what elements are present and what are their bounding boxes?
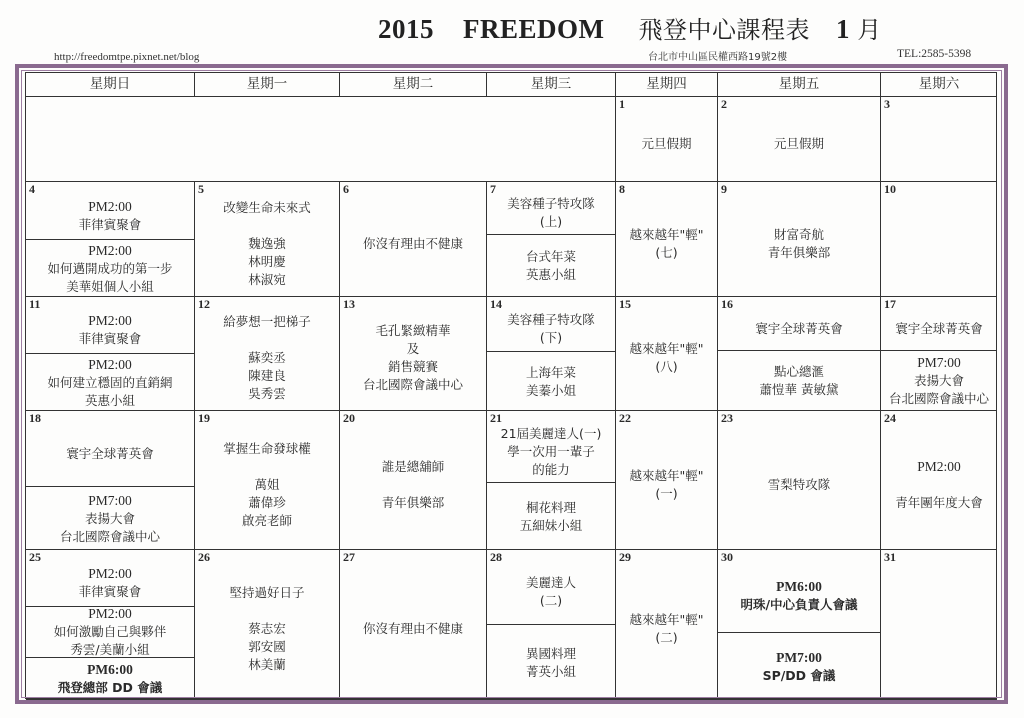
event-text: 你沒有理由不健康 <box>362 235 463 251</box>
weekday-header: 星期六 <box>881 73 997 97</box>
event-text: 台北國際會議中心 <box>362 377 463 392</box>
day-number: 25 <box>29 550 41 564</box>
event-text: 台北國際會議中心 <box>888 391 989 406</box>
day-number: 13 <box>343 297 355 311</box>
day-number: 21 <box>490 411 502 425</box>
event-text: 桐花料理 <box>525 499 576 515</box>
day-number: 16 <box>721 297 733 311</box>
event-text: 陳建良 <box>248 368 286 383</box>
title-brand: FREEDOM <box>463 14 605 44</box>
day-number: 18 <box>29 411 41 425</box>
event-block[interactable] <box>881 351 997 411</box>
day-number: 11 <box>29 297 41 311</box>
event-text: PM7:00 <box>88 492 132 508</box>
telephone: TEL:2585-5398 <box>897 48 972 60</box>
day-number: 10 <box>884 182 896 196</box>
event-block[interactable] <box>26 607 194 658</box>
event-text: (二) <box>655 630 678 645</box>
day-cell[interactable] <box>616 97 718 182</box>
event-block[interactable] <box>487 235 615 297</box>
event-block[interactable] <box>26 297 194 354</box>
event-text <box>265 331 269 349</box>
event-block[interactable] <box>718 351 880 411</box>
event-text: 點心總滙 <box>773 364 824 379</box>
day-number: 20 <box>343 411 355 425</box>
event-text: PM6:00 <box>87 662 133 677</box>
day-number: 7 <box>490 182 496 196</box>
event-text: 台式年菜 <box>525 249 576 264</box>
event-block[interactable] <box>340 297 486 411</box>
event-text <box>411 476 415 494</box>
day-number: 8 <box>619 182 625 196</box>
event-text: 青年俱樂部 <box>767 244 831 260</box>
event-block[interactable] <box>616 297 717 411</box>
event-text: 財富奇航 <box>773 226 824 242</box>
weekday-header: 星期四 <box>616 73 718 97</box>
day-cell[interactable] <box>881 550 997 700</box>
day-cell[interactable] <box>487 550 616 700</box>
event-text: 郭安國 <box>248 639 286 654</box>
event-block[interactable] <box>718 182 880 297</box>
event-text: 如何邁開成功的第一步 <box>47 260 173 276</box>
day-cell[interactable] <box>881 97 997 182</box>
day-cell[interactable] <box>487 182 616 297</box>
event-block[interactable] <box>26 550 194 607</box>
day-cell[interactable] <box>881 297 997 411</box>
event-text: 啟亮老師 <box>241 512 292 528</box>
event-text: SP/DD 會議 <box>762 667 836 683</box>
event-text: 明珠/中心負責人會議 <box>740 597 858 612</box>
day-number: 30 <box>721 550 733 564</box>
event-text <box>265 217 269 235</box>
event-text: 及 <box>406 341 420 356</box>
event-text: 越來越年"輕" <box>629 341 704 356</box>
event-text: PM2:00 <box>88 566 132 581</box>
event-text: 青年俱樂部 <box>381 494 445 510</box>
event-text: 吳秀雲 <box>248 386 286 401</box>
event-text: 21屆美麗達人(一) <box>500 425 602 441</box>
event-text: 林淑宛 <box>248 271 286 287</box>
event-text: PM2:00 <box>88 242 132 258</box>
day-cell[interactable] <box>718 97 881 182</box>
event-text: 誰是總舖師 <box>381 458 445 474</box>
event-text: 寰宇全球菁英會 <box>755 320 843 336</box>
day-number: 22 <box>619 411 631 425</box>
day-number: 1 <box>619 97 625 111</box>
event-block[interactable] <box>487 411 615 483</box>
event-text: 改變生命未來式 <box>223 199 311 215</box>
page-title <box>378 10 882 45</box>
day-cell[interactable] <box>616 550 718 700</box>
day-number: 15 <box>619 297 631 311</box>
event-text: 林美蘭 <box>248 657 286 672</box>
day-cell[interactable] <box>487 411 616 550</box>
day-cell[interactable] <box>26 411 195 550</box>
day-cell[interactable] <box>195 550 340 700</box>
event-text: PM7:00 <box>776 649 822 665</box>
day-cell[interactable] <box>26 297 195 411</box>
event-text: 銷售競賽 <box>387 359 438 374</box>
event-text: (八) <box>655 359 678 374</box>
event-text: 林明慶 <box>248 253 286 269</box>
event-text: 堅持過好日子 <box>229 585 305 600</box>
day-number: 17 <box>884 297 896 311</box>
day-number: 31 <box>884 550 896 564</box>
event-text: 青年團年度大會 <box>895 494 983 510</box>
day-cell[interactable] <box>340 297 487 411</box>
event-text: 你沒有理由不健康 <box>362 621 463 636</box>
day-cell[interactable] <box>26 182 195 297</box>
event-text: 越來越年"輕" <box>629 612 704 627</box>
event-text: 元旦假期 <box>773 135 824 151</box>
event-text: 美容種子特攻隊 <box>507 196 595 211</box>
day-number: 2 <box>721 97 727 111</box>
event-block[interactable] <box>616 550 717 700</box>
event-block[interactable] <box>487 182 615 235</box>
day-number: 27 <box>343 550 355 564</box>
event-text: 寰宇全球菁英會 <box>66 445 154 461</box>
event-text: (一) <box>655 485 678 501</box>
event-text: 越來越年"輕" <box>629 467 704 483</box>
event-text: PM2:00 <box>88 606 132 621</box>
event-text: 魏逸強 <box>248 235 286 251</box>
event-text: 菲律賓聚會 <box>78 331 142 346</box>
event-text: 菲律賓聚會 <box>78 216 142 232</box>
event-text: 表揚大會 <box>84 510 135 526</box>
event-block[interactable] <box>26 354 194 411</box>
day-cell[interactable] <box>718 550 881 700</box>
event-block[interactable] <box>340 411 486 550</box>
event-text: 英惠小組 <box>84 392 135 408</box>
event-text: PM2:00 <box>88 313 132 328</box>
day-number: 6 <box>343 182 349 196</box>
event-block[interactable] <box>718 297 880 351</box>
event-text: PM2:00 <box>88 356 132 372</box>
weekday-header: 星期日 <box>26 73 195 97</box>
event-text: 掌握生命發球權 <box>223 440 311 456</box>
event-text: 五細妹小組 <box>519 517 583 533</box>
event-block[interactable] <box>616 97 717 182</box>
day-cell[interactable] <box>881 182 997 297</box>
event-block[interactable] <box>195 182 339 297</box>
day-number: 29 <box>619 550 631 564</box>
event-block[interactable] <box>26 411 194 487</box>
event-text: 美華姐個人小組 <box>66 278 154 294</box>
event-text: PM7:00 <box>917 355 961 370</box>
event-block[interactable] <box>26 487 194 550</box>
weekday-header: 星期五 <box>718 73 881 97</box>
blog-url[interactable]: http://freedomtpe.pixnet.net/blog <box>54 51 200 63</box>
event-text: 美容種子特攻隊 <box>507 312 595 327</box>
event-text: (七) <box>655 244 678 260</box>
event-text: PM6:00 <box>776 579 822 594</box>
day-cell[interactable] <box>195 297 340 411</box>
event-block[interactable] <box>487 297 615 352</box>
event-text: 表揚大會 <box>913 373 964 388</box>
event-block[interactable] <box>718 411 880 550</box>
month-number: 1 <box>836 14 850 44</box>
day-cell[interactable] <box>616 411 718 550</box>
event-block[interactable] <box>718 633 880 700</box>
event-text: 美蓁小姐 <box>525 382 576 398</box>
day-cell[interactable] <box>195 182 340 297</box>
event-text: PM2:00 <box>88 198 132 214</box>
event-text <box>265 458 269 476</box>
event-block[interactable] <box>195 297 339 411</box>
event-text: 菁英小組 <box>525 663 576 679</box>
event-block[interactable] <box>26 182 194 240</box>
empty-cell <box>26 97 616 182</box>
event-text <box>937 476 941 494</box>
event-block[interactable] <box>718 97 880 182</box>
event-block[interactable] <box>26 240 194 297</box>
event-block[interactable] <box>487 483 615 550</box>
event-text: 元旦假期 <box>641 135 692 151</box>
day-cell[interactable] <box>881 411 997 550</box>
title-month <box>836 14 882 44</box>
event-text: 上海年菜 <box>525 364 576 380</box>
day-cell[interactable] <box>26 550 195 700</box>
day-cell[interactable] <box>616 182 718 297</box>
day-cell[interactable] <box>718 411 881 550</box>
day-number: 14 <box>490 297 502 311</box>
event-block[interactable] <box>616 182 717 297</box>
title-year: 2015 <box>378 14 434 44</box>
address: 台北市中山區民權西路19號2樓 <box>648 52 788 63</box>
event-text: (上) <box>539 214 563 229</box>
event-text: 異國料理 <box>525 645 576 661</box>
event-text: 如何建立穩固的直銷網 <box>47 374 173 390</box>
event-block[interactable] <box>487 550 615 625</box>
event-text: 雪梨特攻隊 <box>767 476 831 492</box>
event-block[interactable] <box>881 297 997 351</box>
title-cn: 飛登中心課程表 <box>638 16 810 44</box>
event-text: 秀雲/美蘭小組 <box>70 642 150 657</box>
event-block[interactable] <box>616 411 717 550</box>
weekday-header: 星期三 <box>487 73 616 97</box>
day-cell[interactable] <box>718 297 881 411</box>
event-text: (二) <box>539 593 563 608</box>
day-number: 5 <box>198 182 204 196</box>
event-text: 萬姐 <box>254 476 280 492</box>
event-block[interactable] <box>195 411 339 550</box>
day-cell[interactable] <box>718 182 881 297</box>
event-text: (下) <box>539 330 563 345</box>
day-number: 3 <box>884 97 890 111</box>
day-cell[interactable] <box>195 411 340 550</box>
day-number: 26 <box>198 550 210 564</box>
event-text: 寰宇全球菁英會 <box>895 320 983 336</box>
calendar-grid <box>25 72 997 699</box>
event-block[interactable] <box>487 352 615 411</box>
event-block[interactable] <box>487 625 615 700</box>
day-number: 9 <box>721 182 727 196</box>
event-text: 越來越年"輕" <box>629 226 704 242</box>
event-block[interactable] <box>195 550 339 700</box>
weekday-header: 星期一 <box>195 73 340 97</box>
day-cell[interactable] <box>340 550 487 700</box>
day-number: 12 <box>198 297 210 311</box>
event-text: 菲律賓聚會 <box>78 584 142 599</box>
event-text: PM2:00 <box>917 458 961 474</box>
calendar-frame <box>15 64 1008 704</box>
event-block[interactable] <box>340 550 486 700</box>
event-text: 蘇奕丞 <box>248 350 286 365</box>
event-text: 英惠小組 <box>525 267 576 282</box>
event-block[interactable] <box>881 411 997 550</box>
event-text: 飛登總部 DD 會議 <box>57 680 163 695</box>
event-text: 蕭愷華 黃敏黛 <box>759 382 839 397</box>
event-text: 學一次用一輩子 <box>507 443 595 459</box>
event-text <box>265 602 269 620</box>
day-number: 4 <box>29 182 35 196</box>
event-text: 美麗達人 <box>525 575 576 590</box>
day-cell[interactable] <box>616 297 718 411</box>
day-number: 23 <box>721 411 733 425</box>
event-text: 給夢想一把梯子 <box>223 314 311 329</box>
day-cell[interactable] <box>340 411 487 550</box>
day-number: 24 <box>884 411 896 425</box>
day-number: 28 <box>490 550 502 564</box>
month-label: 月 <box>857 16 882 44</box>
day-number: 19 <box>198 411 210 425</box>
event-block[interactable] <box>26 658 194 700</box>
event-text: 台北國際會議中心 <box>59 528 160 544</box>
event-text: 的能力 <box>532 461 570 477</box>
day-cell[interactable] <box>340 182 487 297</box>
event-text: 蔡志宏 <box>248 621 286 636</box>
weekday-header: 星期二 <box>340 73 487 97</box>
event-text: 蕭偉珍 <box>248 494 286 510</box>
event-text: 毛孔緊緻精華 <box>375 323 451 338</box>
day-cell[interactable] <box>487 297 616 411</box>
event-block[interactable] <box>718 550 880 633</box>
event-block[interactable] <box>340 182 486 297</box>
event-text: 如何激勵自己與夥伴 <box>53 624 167 639</box>
